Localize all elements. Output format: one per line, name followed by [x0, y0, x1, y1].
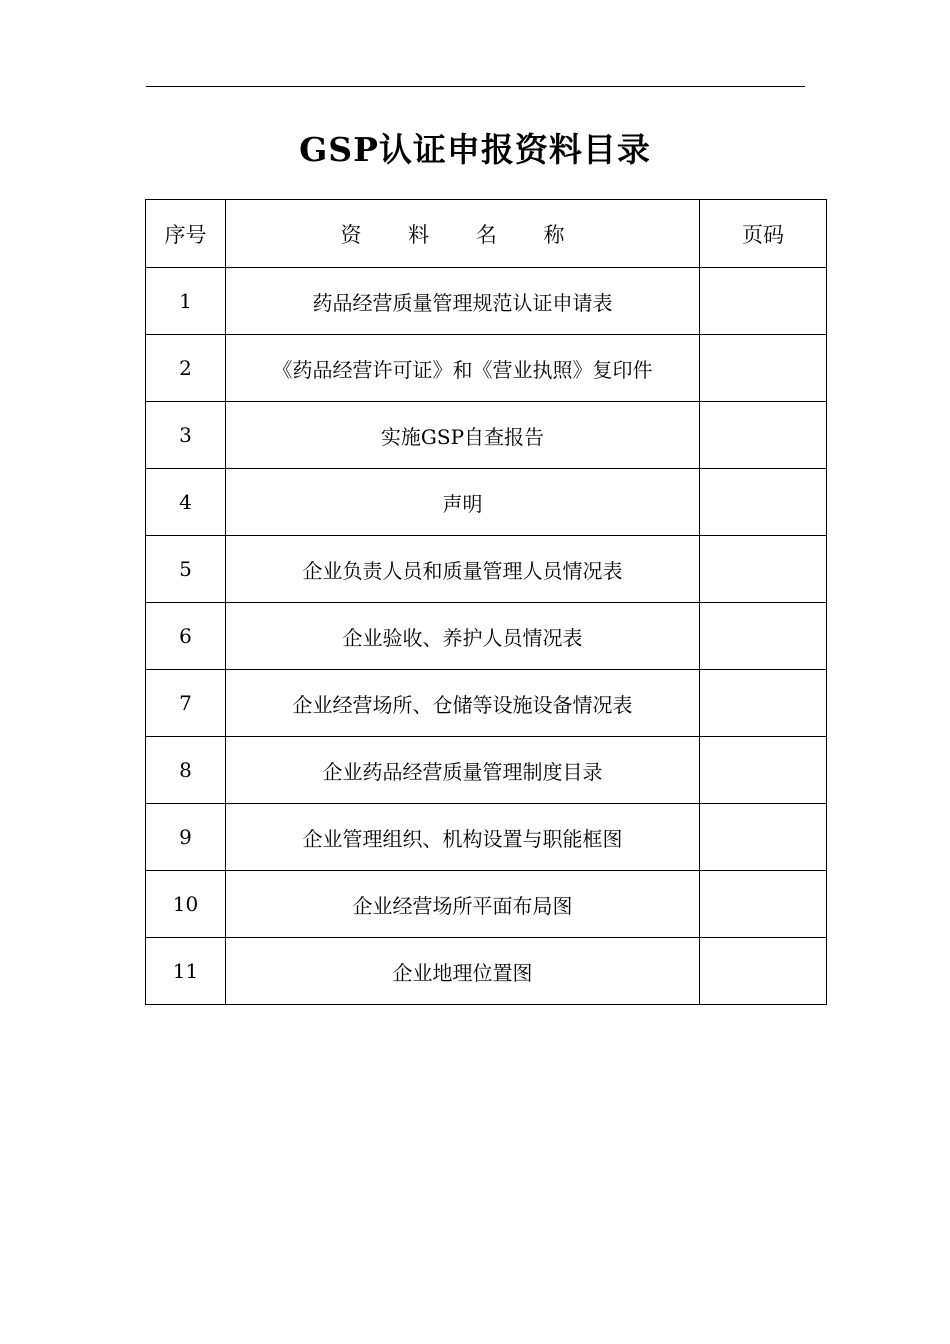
row-page [700, 938, 827, 1005]
materials-table [145, 199, 827, 1005]
header-page: 页码 [700, 200, 827, 268]
row-no: 5 [146, 536, 226, 603]
row-name: 企业验收、养护人员情况表 [226, 603, 700, 670]
row-name: 企业经营场所平面布局图 [226, 871, 700, 938]
table-row [146, 469, 827, 536]
row-page [700, 804, 827, 871]
table-row [146, 670, 827, 737]
row-name: 企业管理组织、机构设置与职能框图 [226, 804, 700, 871]
row-page [700, 536, 827, 603]
table-row [146, 804, 827, 871]
table-row [146, 268, 827, 335]
row-page [700, 469, 827, 536]
table-header-row [146, 200, 827, 268]
row-page [700, 670, 827, 737]
header-name: 资 料 名 称 [226, 200, 700, 268]
header-rule [146, 86, 805, 87]
table-row [146, 737, 827, 804]
row-name: 药品经营质量管理规范认证申请表 [226, 268, 700, 335]
row-page [700, 871, 827, 938]
table-row [146, 603, 827, 670]
row-no: 6 [146, 603, 226, 670]
row-name: 企业经营场所、仓储等设施设备情况表 [226, 670, 700, 737]
row-page [700, 335, 827, 402]
row-no: 8 [146, 737, 226, 804]
row-no: 1 [146, 268, 226, 335]
row-no: 3 [146, 402, 226, 469]
page-title: GSP认证申报资料目录 [299, 130, 651, 169]
row-page [700, 268, 827, 335]
row-name: 企业地理位置图 [226, 938, 700, 1005]
row-no: 4 [146, 469, 226, 536]
row-name: 企业药品经营质量管理制度目录 [226, 737, 700, 804]
row-no: 10 [146, 871, 226, 938]
table-row [146, 871, 827, 938]
row-name: 声明 [226, 469, 700, 536]
row-no: 2 [146, 335, 226, 402]
row-page [700, 737, 827, 804]
table-row [146, 536, 827, 603]
row-name: 实施GSP自查报告 [226, 402, 700, 469]
row-page [700, 402, 827, 469]
table-row [146, 938, 827, 1005]
row-page [700, 603, 827, 670]
row-no: 7 [146, 670, 226, 737]
row-no: 11 [146, 938, 226, 1005]
row-name: 企业负责人员和质量管理人员情况表 [226, 536, 700, 603]
table-row [146, 335, 827, 402]
header-no: 序号 [146, 200, 226, 268]
row-no: 9 [146, 804, 226, 871]
table-row [146, 402, 827, 469]
row-name: 《药品经营许可证》和《营业执照》复印件 [226, 335, 700, 402]
